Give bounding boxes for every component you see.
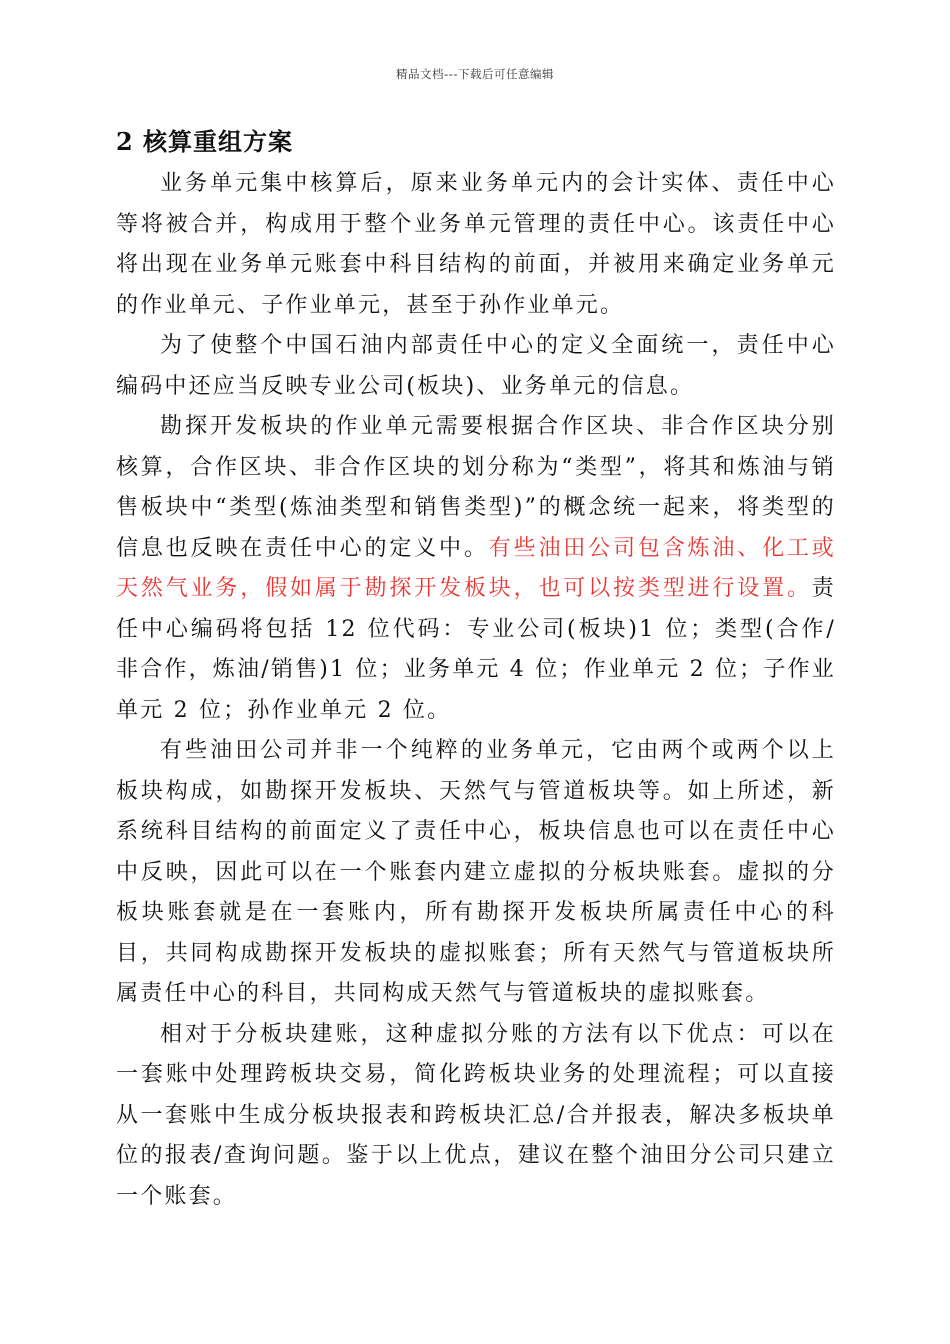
section-heading: 2 核算重组方案 xyxy=(116,127,294,156)
paragraph-2: 为了使整个中国石油内部责任中心的定义全面统一，责任中心编码中还应当反映专业公司(板块)、业务单元的信息。 xyxy=(116,333,836,399)
paragraph-3 xyxy=(116,407,836,731)
paragraph-3-part-b: 责任中心编码将包括 12 位代码：专业公司(板块)1 位；类型(合作/非合作，炼油/销售)1 位；业务单元 4 位；作业单元 2 位；子作业单元 2 位；孙作业单元 2 位。 xyxy=(116,576,836,723)
paragraph-1: 业务单元集中核算后，原来业务单元内的会计实体、责任中心等将被合并，构成用于整个业务单元管理的责任中心。该责任中心将出现在业务单元账套中科目结构的前面，并被用来确定业务单元的作业单元、子作业单元，甚至于孙作业单元。 xyxy=(116,171,836,318)
page-watermark: 精品文档---下载后可任意编辑 xyxy=(396,67,554,81)
paragraph-5: 相对于分板块建账，这种虚拟分账的方法有以下优点：可以在一套账中处理跨板块交易，简化跨板块业务的处理流程；可以直接从一套账中生成分板块报表和跨板块汇总/合并报表，解决多板块单位的报表/查询问题。鉴于以上优点，建议在整个油田分公司只建立一个账套。 xyxy=(116,1021,836,1209)
paragraph-3-part-a: 勘探开发板块的作业单元需要根据合作区块、非合作区块分别核算，合作区块、非合作区块的划分称为“类型”，将其和炼油与销售板块中“类型(炼油类型和销售类型)”的概念统一起来，将类型的信息也反映在责任中心的定义中。 xyxy=(116,414,836,561)
paragraph-4: 有些油田公司并非一个纯粹的业务单元，它由两个或两个以上板块构成，如勘探开发板块、天然气与管道板块等。如上所述，新系统科目结构的前面定义了责任中心，板块信息也可以在责任中心中反映，因此可以在一个账套内建立虚拟的分板块账套。虚拟的分板块账套就是在一套账内，所有勘探开发板块所属责任中心的科目，共同构成勘探开发板块的虚拟账套；所有天然气与管道板块所属责任中心的科目，共同构成天然气与管道板块的虚拟账套。 xyxy=(116,738,836,1006)
highlighted-sentence: 有些油田公司包含炼油、化工或天然气业务，假如属于勘探开发板块，也可以按类型进行设置。 xyxy=(116,535,836,601)
document-body xyxy=(116,164,836,1217)
